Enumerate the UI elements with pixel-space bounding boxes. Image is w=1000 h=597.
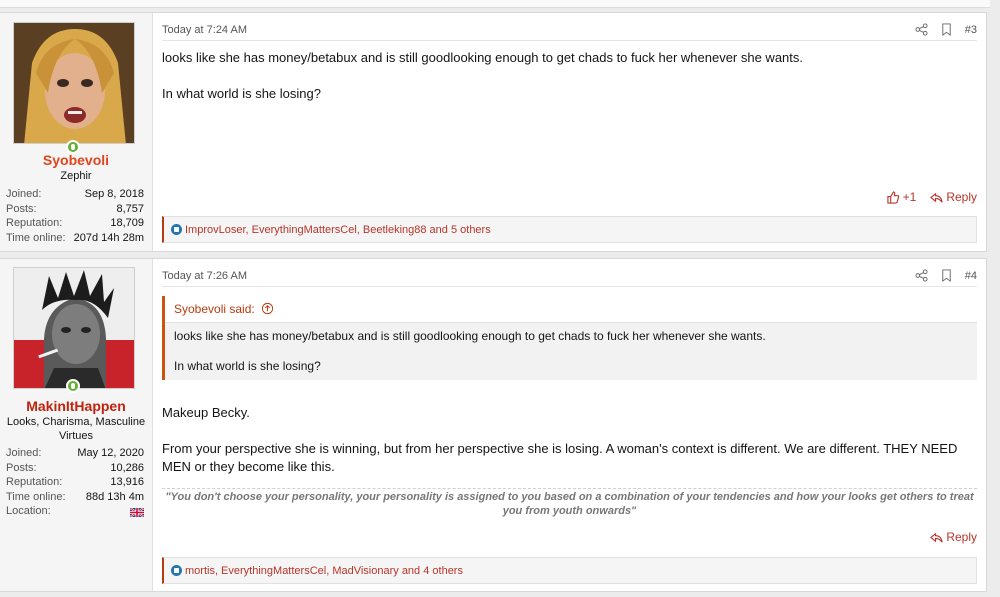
stat-label: Posts: — [6, 461, 37, 474]
post-number[interactable]: #3 — [964, 23, 977, 36]
stat-label: Posts: — [6, 202, 37, 215]
stat-value: 88d 13h 4m — [85, 490, 144, 503]
quote-line: looks like she has money/betabux and is still goodlooking enough to get chads to fuck her whenever she wants. — [174, 329, 766, 343]
previous-post-edge — [0, 0, 990, 8]
quote-header[interactable] — [165, 296, 977, 323]
post-body-line: From your perspective she is winning, but from her perspective she is losing. A woman's context is different. We are different. THEY NEED MEN or they become like this. — [162, 441, 958, 474]
stat-value: 13,916 — [110, 476, 144, 488]
user-stats — [6, 446, 144, 519]
stat-reputation — [6, 216, 144, 231]
username[interactable]: Syobevoli — [42, 152, 110, 168]
stat-label: Time online: — [6, 231, 66, 244]
stat-label: Reputation: — [6, 476, 63, 488]
stat-value: 8,757 — [116, 202, 144, 215]
post-body-line: Makeup Becky. — [162, 405, 250, 420]
reply-label: Reply — [946, 190, 977, 204]
stat-value: 10,286 — [110, 461, 144, 474]
stat-value: Sep 8, 2018 — [84, 188, 144, 200]
stat-label: Joined: — [6, 188, 42, 200]
post-body-line: looks like she has money/betabux and is still goodlooking enough to get chads to fuck her whenever she wants. — [162, 50, 804, 65]
online-status-icon — [66, 379, 80, 393]
post-main — [162, 259, 977, 591]
user-title: Zephir — [60, 170, 92, 182]
post-header — [162, 268, 977, 287]
reply-icon — [930, 531, 943, 544]
post-body-line: In what world is she losing? — [162, 86, 321, 101]
reply-button[interactable] — [930, 530, 977, 544]
signature: "You don't choose your personality, your personality is assigned to you based on a combination of your tendencies and how your looks get others to treat you from youth onwards" — [162, 488, 977, 518]
reactions-bar[interactable] — [162, 216, 977, 243]
share-icon[interactable] — [915, 269, 928, 282]
user-sidebar — [0, 13, 153, 251]
avatar[interactable] — [13, 22, 135, 144]
reply-button[interactable] — [930, 190, 977, 204]
user-stats — [6, 187, 144, 245]
avatar[interactable] — [13, 267, 135, 389]
reply-label: Reply — [946, 530, 977, 544]
stat-posts — [6, 461, 144, 476]
stat-joined — [6, 187, 144, 202]
stat-label: Location: — [6, 505, 51, 517]
reactions-list[interactable]: mortis, EverythingMattersCel, MadVisionary and 4 others — [185, 565, 463, 577]
stat-posts — [6, 202, 144, 217]
stat-joined — [6, 446, 144, 461]
bookmark-icon[interactable] — [940, 269, 953, 282]
post-main — [162, 13, 977, 251]
post-3 — [0, 12, 987, 252]
stat-value: May 12, 2020 — [77, 447, 144, 459]
like-button[interactable] — [887, 190, 917, 204]
user-title: Looks, Charisma, Masculine Virtues — [6, 416, 146, 442]
quote-line: In what world is she losing? — [174, 359, 321, 373]
stat-label: Time online: — [6, 490, 66, 503]
reactions-list[interactable]: ImprovLoser, EverythingMattersCel, Beetleking88 and 5 others — [185, 224, 491, 236]
stat-time-online — [6, 490, 144, 505]
uk-flag-icon — [130, 507, 144, 519]
share-icon[interactable] — [915, 23, 928, 36]
stat-label: Reputation: — [6, 217, 63, 229]
post-timestamp[interactable]: Today at 7:24 AM — [162, 24, 247, 36]
thumbs-up-icon — [887, 191, 900, 204]
like-reaction-icon — [171, 224, 182, 235]
stat-reputation — [6, 475, 144, 490]
like-count: +1 — [902, 190, 917, 204]
user-sidebar — [0, 259, 153, 591]
arrow-up-circle-icon[interactable] — [261, 302, 274, 315]
bookmark-icon[interactable] — [940, 23, 953, 36]
like-reaction-icon — [171, 565, 182, 576]
quote-block — [162, 296, 977, 380]
reply-icon — [930, 191, 943, 204]
stat-value: 18,709 — [110, 217, 144, 229]
stat-time-online — [6, 231, 144, 246]
post-actions — [930, 530, 977, 544]
post-header — [162, 22, 977, 41]
post-actions — [887, 190, 977, 204]
stat-label: Joined: — [6, 447, 42, 459]
stat-value: 207d 14h 28m — [73, 231, 144, 244]
reactions-bar[interactable] — [162, 557, 977, 584]
post-timestamp[interactable]: Today at 7:26 AM — [162, 270, 247, 282]
username[interactable]: MakinItHappen — [26, 398, 126, 414]
quote-body — [165, 323, 977, 380]
post-4 — [0, 258, 987, 592]
post-number[interactable]: #4 — [964, 269, 977, 282]
quote-author[interactable]: Syobevoli said: — [174, 302, 255, 316]
stat-location — [6, 504, 144, 519]
